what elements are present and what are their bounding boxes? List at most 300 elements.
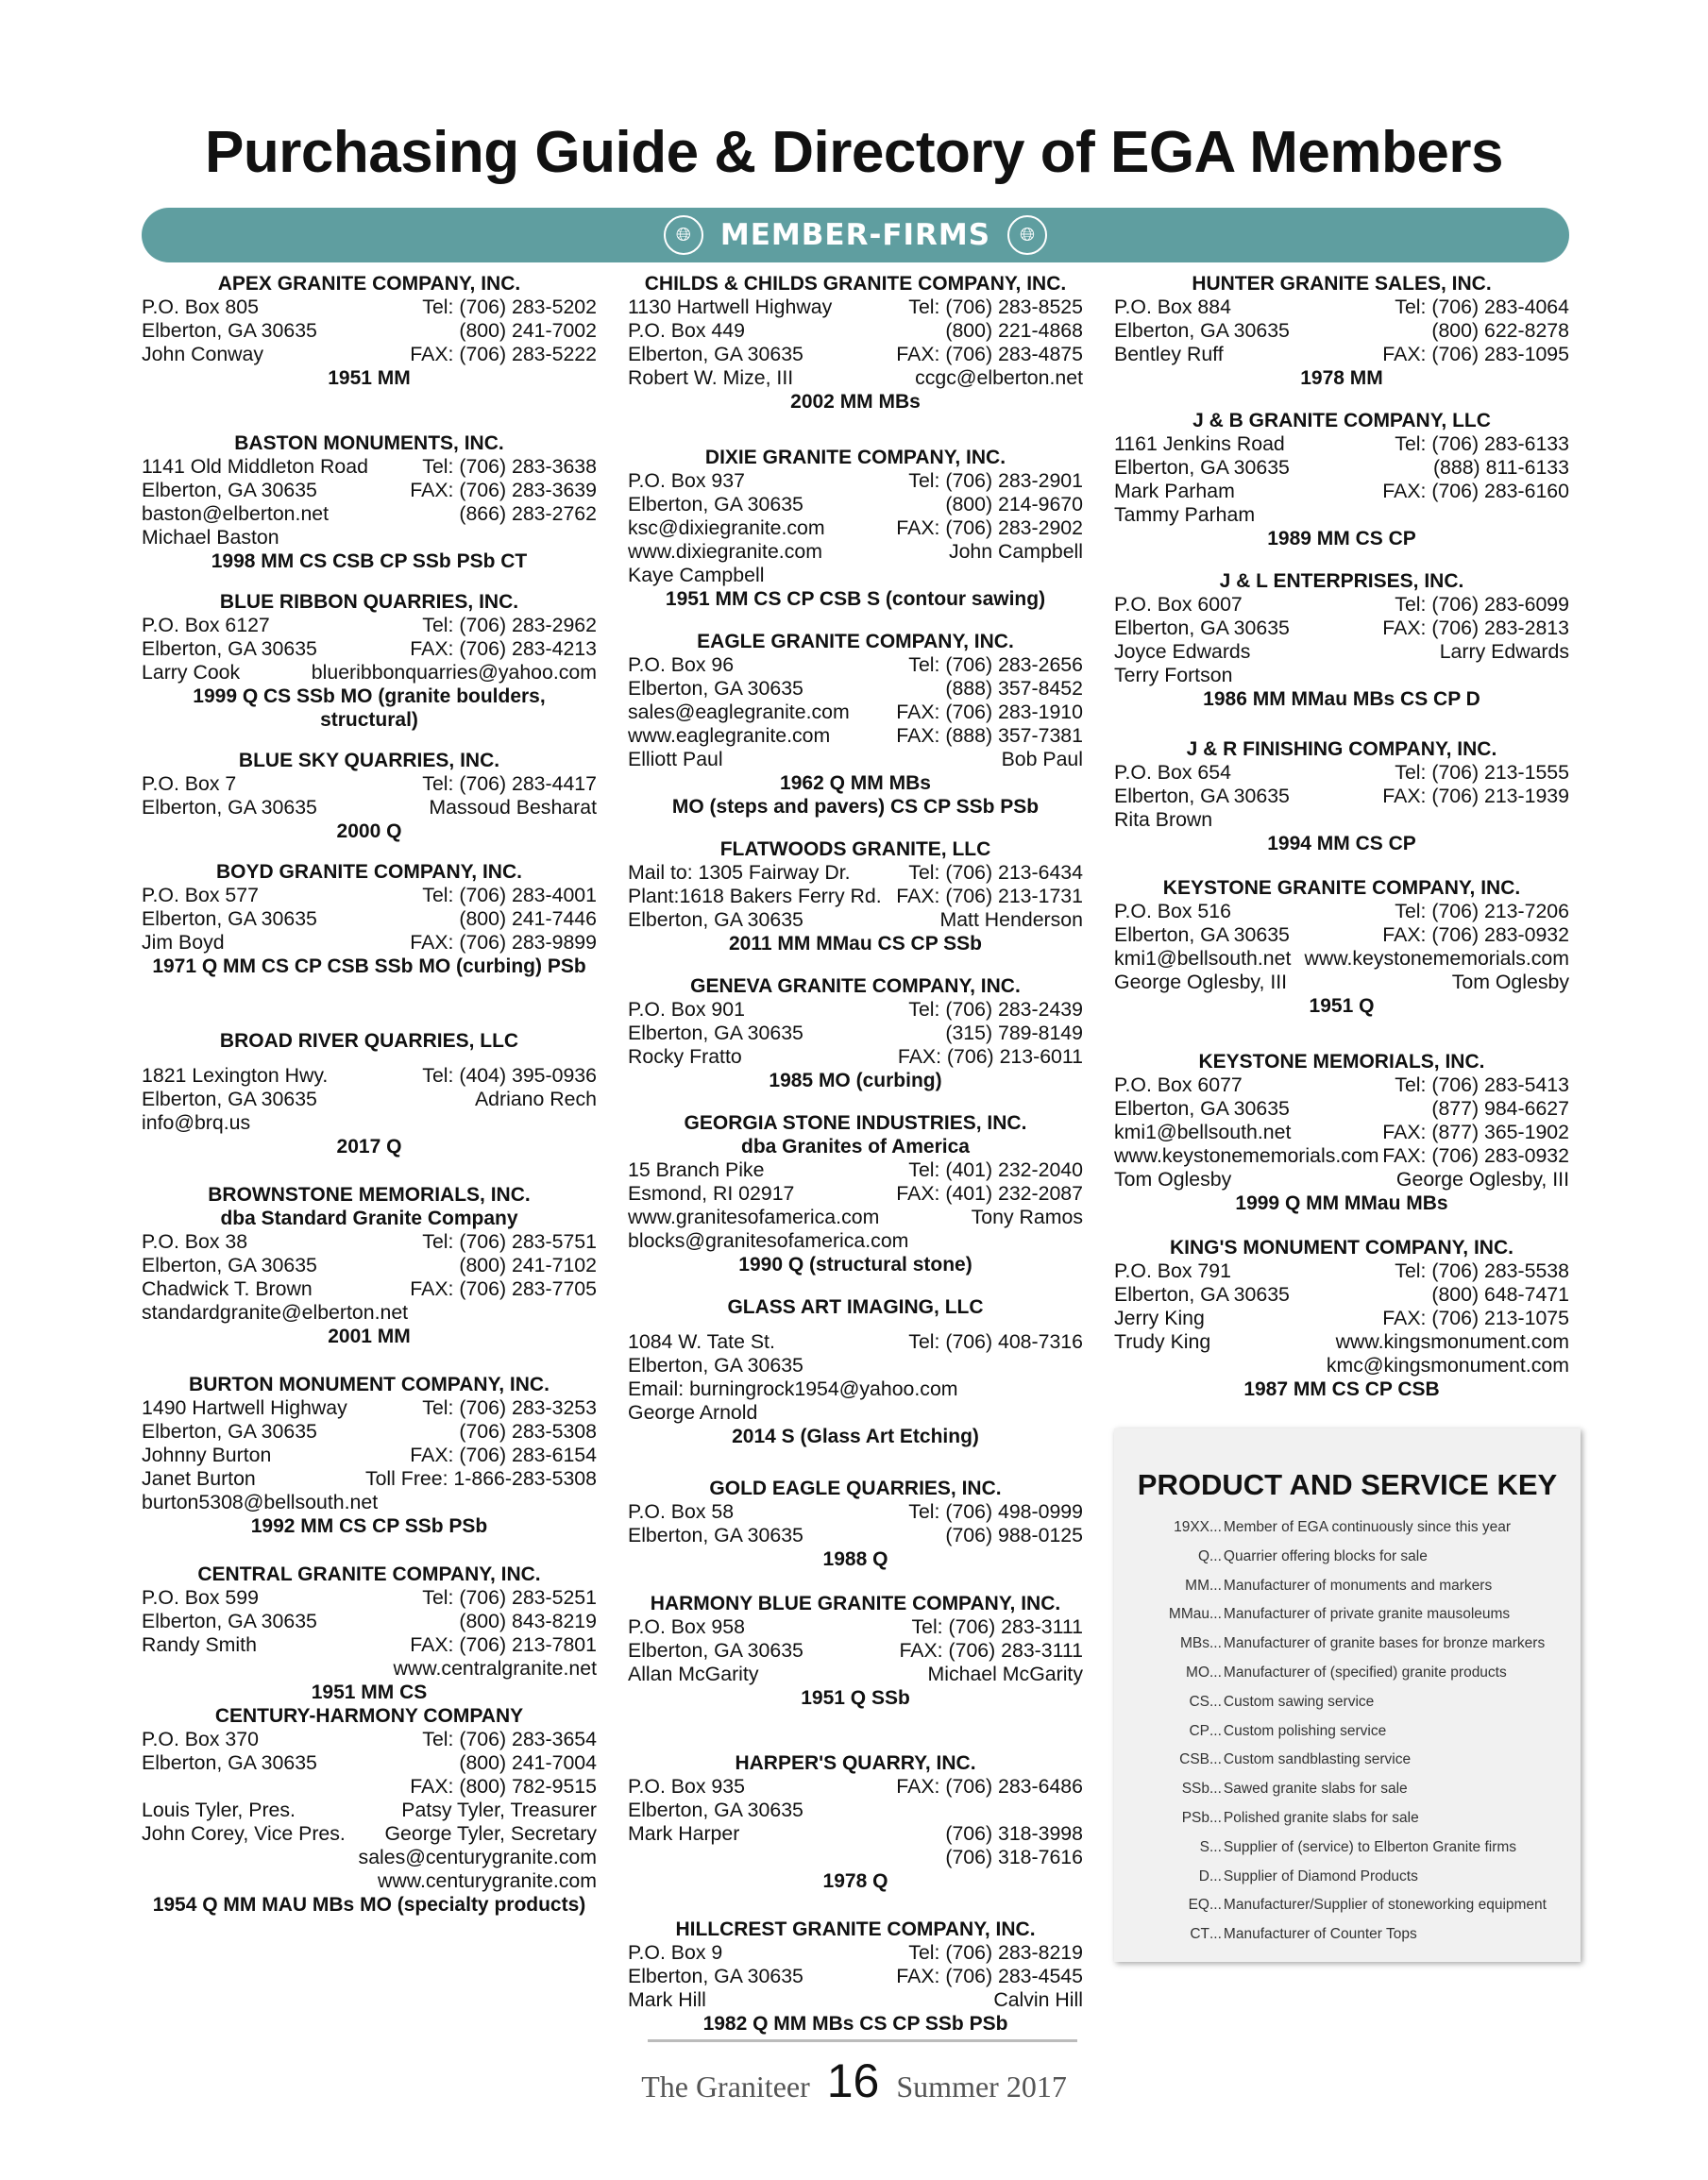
member-codes: 1954 Q MM MAU MBs MO (specialty products)	[152, 1894, 586, 1916]
contact-row	[142, 1775, 597, 1799]
key-item	[1131, 1746, 1575, 1775]
firm-name: BROWNSTONE MEMORIALS, INC.	[208, 1184, 531, 1206]
contact-left: P.O. Box 6127	[142, 614, 270, 636]
contact-right: Tel: (706) 283-5538	[1395, 1259, 1569, 1282]
footer-divider	[648, 2039, 1077, 2042]
contact-row	[628, 319, 1083, 343]
contact-row	[142, 1657, 597, 1681]
member-codes: 1986 MM MMau MBs CS CP D	[1203, 688, 1480, 710]
contact-row	[142, 907, 597, 931]
contact-right: FAX: (706) 213-1731	[896, 885, 1083, 907]
contact-left: P.O. Box 937	[628, 469, 745, 492]
key-code: MO	[1186, 1664, 1209, 1681]
firm-name: GENEVA GRANITE COMPANY, INC.	[690, 975, 1021, 997]
member-codes: 1990 Q (structural stone)	[738, 1254, 972, 1276]
contact-row	[628, 343, 1083, 366]
contact-right: Tel: (706) 283-3111	[911, 1615, 1083, 1638]
firm-name: HILLCREST GRANITE COMPANY, INC.	[675, 1918, 1036, 1940]
firm-name: KEYSTONE GRANITE COMPANY, INC.	[1162, 877, 1521, 899]
contact-left: Elberton, GA 30635	[1114, 923, 1290, 946]
contact-row	[1114, 1144, 1569, 1168]
contact-right: (706) 283-5308	[459, 1420, 597, 1443]
contact-row	[628, 1377, 1083, 1401]
contact-left: Elberton, GA 30635	[142, 319, 317, 342]
firm-name: J & B GRANITE COMPANY, LLC	[1192, 410, 1491, 431]
contact-right: Matt Henderson	[939, 908, 1083, 931]
contact-left: Trudy King	[1114, 1330, 1211, 1353]
contact-left: 1084 W. Tate St.	[628, 1330, 775, 1353]
member-entry	[1114, 569, 1569, 711]
contact-row	[1114, 923, 1569, 947]
contact-right: FAX: (706) 283-4213	[410, 637, 597, 660]
firm-name: FLATWOODS GRANITE, LLC	[719, 838, 991, 860]
contact-row	[142, 455, 597, 479]
contact-right: FAX: (706) 283-5222	[410, 343, 597, 365]
contact-row	[142, 637, 597, 661]
key-dots: ...	[1209, 1547, 1222, 1564]
contact-row	[628, 1965, 1083, 1988]
contact-left: P.O. Box 935	[628, 1775, 745, 1798]
contact-left: Elberton, GA 30635	[142, 1254, 317, 1276]
contact-row	[628, 1500, 1083, 1524]
contact-row	[628, 1524, 1083, 1547]
contact-row	[142, 1586, 597, 1610]
contact-row	[1114, 1259, 1569, 1283]
contact-left: Elberton, GA 30635	[628, 1524, 803, 1546]
contact-left: ksc@dixiegranite.com	[628, 516, 825, 539]
contact-row	[1114, 432, 1569, 456]
contact-row	[628, 998, 1083, 1022]
contact-left: Elliott Paul	[628, 748, 723, 770]
firm-name: DIXIE GRANITE COMPANY, INC.	[704, 447, 1006, 468]
contact-right: Tel: (706) 283-6099	[1395, 593, 1569, 616]
member-codes: 1998 MM CS CSB CP SSb PSb CT	[211, 550, 528, 572]
contact-row	[628, 493, 1083, 516]
member-entry	[628, 630, 1083, 819]
contact-row	[628, 1663, 1083, 1686]
contact-right: (800) 214-9670	[945, 493, 1083, 515]
contact-left: 1130 Hartwell Highway	[628, 296, 833, 318]
contact-left: Elberton, GA 30635	[142, 796, 317, 819]
contact-right: (800) 648-7471	[1431, 1283, 1569, 1306]
contact-right: FAX: (706) 283-2902	[896, 516, 1083, 539]
member-codes: 1951 Q SSb	[801, 1687, 910, 1709]
contact-row	[628, 885, 1083, 908]
contact-left: John Conway	[142, 343, 264, 365]
contact-row	[142, 1869, 597, 1893]
contact-left: Elberton, GA 30635	[1114, 1283, 1290, 1306]
directory-column-1	[142, 272, 597, 1917]
member-codes: 2014 S (Glass Art Etching)	[732, 1426, 979, 1447]
contact-row	[628, 1988, 1083, 2012]
firm-dba: dba Standard Granite Company	[220, 1208, 518, 1229]
key-description: Manufacturer of private granite mausoleums	[1223, 1606, 1511, 1623]
key-item	[1131, 1630, 1575, 1659]
contact-right: FAX: (800) 782-9515	[410, 1775, 597, 1798]
key-code: 19XX	[1174, 1519, 1209, 1535]
contact-right: FAX: (706) 283-0932	[1382, 923, 1569, 946]
contact-row	[142, 1111, 597, 1135]
contact-left: P.O. Box 654	[1114, 761, 1231, 784]
contact-left: P.O. Box 6007	[1114, 593, 1243, 616]
contact-left: P.O. Box 96	[628, 653, 735, 676]
firm-dba: dba Granites of America	[741, 1136, 970, 1158]
member-entry	[628, 1592, 1083, 1710]
contact-left: 1161 Jenkins Road	[1114, 432, 1285, 455]
key-dots: ...	[1209, 1577, 1222, 1594]
contact-left: Mark Parham	[1114, 480, 1235, 502]
contact-row	[1114, 617, 1569, 640]
contact-row	[142, 1633, 597, 1657]
member-entry	[628, 1111, 1083, 1276]
contact-row	[628, 1206, 1083, 1229]
member-codes: 1951 Q	[1309, 995, 1375, 1017]
contact-right: (706) 318-3998	[945, 1822, 1083, 1845]
contact-left: P.O. Box 9	[628, 1941, 723, 1964]
member-codes: 1978 MM	[1300, 367, 1383, 389]
contact-row	[142, 296, 597, 319]
product-service-key	[1114, 1428, 1581, 1962]
contact-left: P.O. Box 958	[628, 1615, 745, 1638]
contact-right: FAX: (706) 283-1910	[896, 701, 1083, 723]
member-codes: 1989 MM CS CP	[1267, 528, 1416, 549]
key-description: Manufacturer/Supplier of stoneworking equipment	[1223, 1897, 1547, 1914]
member-entry	[1114, 272, 1569, 390]
contact-right: Tel: (706) 213-6434	[908, 861, 1083, 884]
contact-left: George Arnold	[628, 1401, 758, 1424]
key-description: Quarrier offering blocks for sale	[1223, 1547, 1428, 1564]
contact-right: Tel: (706) 283-4001	[422, 884, 597, 906]
member-entry	[1114, 876, 1569, 1018]
contact-right: Toll Free: 1-866-283-5308	[364, 1467, 597, 1490]
contact-left: George Oglesby, III	[1114, 971, 1288, 993]
contact-row	[628, 1229, 1083, 1253]
contact-row	[628, 469, 1083, 493]
contact-row	[142, 1728, 597, 1751]
key-dots: ...	[1209, 1781, 1222, 1798]
member-codes: 1994 MM CS CP	[1267, 833, 1416, 854]
key-dots: ...	[1209, 1751, 1222, 1768]
contact-right: Tel: (706) 283-4064	[1395, 296, 1569, 318]
key-item	[1131, 1659, 1575, 1688]
contact-row	[142, 1230, 597, 1254]
key-description: Sawed granite slabs for sale	[1223, 1781, 1408, 1798]
contact-left: Elberton, GA 30635	[142, 637, 317, 660]
contact-right: Tel: (706) 283-8219	[908, 1941, 1083, 1964]
contact-right: Tel: (706) 213-1555	[1395, 761, 1569, 784]
key-item	[1131, 1717, 1575, 1747]
contact-row	[1114, 1168, 1569, 1191]
contact-left: Michael Baston	[142, 526, 279, 549]
contact-left: P.O. Box 805	[142, 296, 259, 318]
contact-row	[628, 1182, 1083, 1206]
key-description: Polished granite slabs for sale	[1223, 1809, 1419, 1826]
page-footer	[0, 2053, 1708, 2108]
member-entry	[1114, 1050, 1569, 1215]
key-code: CSB	[1179, 1751, 1209, 1768]
contact-left: Elberton, GA 30635	[142, 907, 317, 930]
contact-row	[1114, 296, 1569, 319]
firm-name: GEORGIA STONE INDUSTRIES, INC.	[684, 1112, 1027, 1134]
contact-right: Calvin Hill	[993, 1988, 1083, 2011]
contact-right: Tel: (706) 283-2962	[422, 614, 597, 636]
contact-left: 1141 Old Middleton Road	[142, 455, 368, 478]
key-description: Manufacturer of Counter Tops	[1223, 1926, 1417, 1943]
contact-left: Mark Harper	[628, 1822, 740, 1845]
contact-left: kmi1@bellsouth.net	[1114, 947, 1292, 970]
contact-left: Elberton, GA 30635	[1114, 456, 1290, 479]
contact-left: Johnny Burton	[142, 1444, 272, 1466]
contact-row	[1114, 1330, 1569, 1354]
member-entry	[1114, 409, 1569, 550]
key-item	[1131, 1543, 1575, 1572]
contact-left: Chadwick T. Brown	[142, 1277, 313, 1300]
contact-row	[628, 1401, 1083, 1425]
contact-right: (800) 622-8278	[1431, 319, 1569, 342]
contact-left: P.O. Box 449	[628, 319, 745, 342]
member-codes: 1985 MO (curbing)	[769, 1070, 942, 1091]
firm-name: EAGLE GRANITE COMPANY, INC.	[697, 631, 1014, 652]
contact-row	[142, 1396, 597, 1420]
contact-left: sales@eaglegranite.com	[628, 701, 850, 723]
member-firms-banner	[142, 208, 1569, 262]
key-item	[1131, 1863, 1575, 1892]
contact-left: P.O. Box 599	[142, 1586, 259, 1609]
contact-left: Tammy Parham	[1114, 503, 1256, 526]
firm-name: HARMONY BLUE GRANITE COMPANY, INC.	[650, 1593, 1061, 1614]
member-entry	[628, 1477, 1083, 1571]
contact-right: John Campbell	[948, 540, 1083, 563]
contact-row	[1114, 593, 1569, 617]
contact-right: FAX: (706) 283-4875	[896, 343, 1083, 365]
member-codes: 1971 Q MM CS CP CSB SSb MO (curbing) PSb	[152, 955, 586, 977]
key-dots: ...	[1209, 1519, 1222, 1535]
contact-right: FAX: (888) 357-7381	[896, 724, 1083, 747]
key-item	[1131, 1688, 1575, 1717]
contact-left: P.O. Box 901	[628, 998, 745, 1021]
contact-row	[142, 1610, 597, 1633]
contact-row	[1114, 343, 1569, 366]
contact-row	[1114, 319, 1569, 343]
contact-row	[1114, 664, 1569, 687]
contact-left: Tom Oglesby	[1114, 1168, 1232, 1191]
contact-left: Joyce Edwards	[1114, 640, 1251, 663]
contact-right: (800) 241-7002	[459, 319, 597, 342]
contact-right: FAX: (706) 213-6011	[897, 1045, 1083, 1068]
contact-row	[628, 1639, 1083, 1663]
contact-left: Elberton, GA 30635	[142, 1420, 317, 1443]
key-description: Manufacturer of granite bases for bronze markers	[1223, 1635, 1546, 1652]
member-codes: 1987 MM CS CP CSB	[1243, 1378, 1440, 1400]
member-entry	[142, 1183, 597, 1348]
contact-row	[1114, 456, 1569, 480]
contact-left: Mark Hill	[628, 1988, 706, 2011]
member-codes: 2000 Q	[336, 820, 402, 842]
member-entry	[142, 1704, 597, 1917]
member-entry	[142, 431, 597, 573]
key-code: MMau	[1168, 1606, 1209, 1623]
contact-right: FAX: (706) 283-7705	[410, 1277, 597, 1300]
key-description: Manufacturer of (specified) granite products	[1223, 1664, 1507, 1681]
member-codes: 1982 Q MM MBs CS CP SSb PSb	[702, 2013, 1008, 2035]
contact-row	[142, 1277, 597, 1301]
member-entry	[628, 1751, 1083, 1893]
contact-left: Elberton, GA 30635	[628, 1639, 803, 1662]
key-code: S	[1199, 1838, 1209, 1855]
contact-row	[1114, 900, 1569, 923]
contact-right: Tel: (706) 283-5413	[1395, 1073, 1569, 1096]
contact-right: Larry Edwards	[1439, 640, 1569, 663]
key-description: Supplier of (service) to Elberton Granite firms	[1223, 1838, 1517, 1855]
member-codes: 1951 MM	[328, 367, 411, 389]
firm-name: BROAD RIVER QUARRIES, LLC	[219, 1030, 519, 1052]
contact-right: (800) 241-7446	[459, 907, 597, 930]
contact-left: P.O. Box 58	[628, 1500, 735, 1523]
contact-right: (800) 241-7004	[459, 1751, 597, 1774]
contact-right: Massoud Besharat	[429, 796, 597, 819]
member-entry	[142, 1029, 597, 1158]
member-codes: 1999 Q CS SSb MO (granite boulders,	[193, 685, 546, 707]
globe-seal-icon: 🌐︎	[1007, 215, 1047, 255]
key-item	[1131, 1775, 1575, 1804]
contact-row	[1114, 480, 1569, 503]
contact-right: Adriano Rech	[474, 1088, 597, 1110]
contact-row	[1114, 1097, 1569, 1121]
contact-left: Esmond, RI 02917	[628, 1182, 795, 1205]
contact-row	[628, 1941, 1083, 1965]
contact-row	[142, 1053, 597, 1064]
contact-left: burton5308@bellsouth.net	[142, 1491, 379, 1513]
member-entry	[1114, 1236, 1569, 1401]
contact-row	[142, 614, 597, 637]
member-codes: 2002 MM MBs	[790, 391, 921, 413]
contact-left: Elberton, GA 30635	[142, 1088, 317, 1110]
key-description: Custom polishing service	[1223, 1722, 1387, 1739]
key-dots: ...	[1209, 1897, 1222, 1914]
key-code: Q	[1197, 1547, 1209, 1564]
contact-left: P.O. Box 7	[142, 772, 237, 795]
key-item	[1131, 1891, 1575, 1920]
contact-row	[628, 724, 1083, 748]
contact-right: FAX: (706) 283-3111	[899, 1639, 1083, 1662]
publication-name: The Graniteer	[641, 2070, 810, 2104]
contact-left: Elberton, GA 30635	[628, 1354, 803, 1377]
key-code: PSb	[1181, 1809, 1209, 1826]
firm-name: APEX GRANITE COMPANY, INC.	[217, 273, 521, 295]
member-codes: 1992 MM CS CP SSb PSb	[250, 1515, 488, 1537]
contact-row	[628, 564, 1083, 587]
contact-left: Elberton, GA 30635	[1114, 319, 1290, 342]
key-item	[1131, 1920, 1575, 1950]
contact-right: www.keystonememorials.com	[1304, 947, 1569, 970]
contact-right: Tel: (706) 283-5202	[422, 296, 597, 318]
contact-left: Randy Smith	[142, 1633, 257, 1656]
page-number: 16	[826, 2054, 880, 2107]
contact-right: blueribbonquarries@yahoo.com	[311, 661, 597, 684]
issue-date: Summer 2017	[896, 2070, 1067, 2104]
key-title: PRODUCT AND SERVICE KEY	[1137, 1468, 1558, 1501]
member-codes: 1951 MM CS	[311, 1681, 428, 1703]
contact-right: Tel: (706) 498-0999	[908, 1500, 1083, 1523]
contact-left: Elberton, GA 30635	[628, 493, 803, 515]
member-entry	[142, 1373, 597, 1538]
contact-row	[142, 1799, 597, 1822]
member-entry	[628, 1918, 1083, 2036]
contact-row	[628, 908, 1083, 932]
contact-right: (888) 811-6133	[1432, 456, 1569, 479]
contact-row	[142, 1846, 597, 1869]
member-entry	[142, 860, 597, 978]
member-codes: 2011 MM MMau CS CP SSb	[728, 933, 983, 955]
contact-row	[142, 1301, 597, 1325]
contact-right: (315) 789-8149	[945, 1022, 1083, 1044]
contact-row	[1114, 1307, 1569, 1330]
key-code: SSb	[1181, 1781, 1209, 1798]
firm-name: BASTON MONUMENTS, INC.	[234, 432, 504, 454]
contact-left: baston@elberton.net	[142, 502, 330, 525]
contact-left: Elberton, GA 30635	[628, 908, 803, 931]
contact-right: Tel: (706) 283-2439	[908, 998, 1083, 1021]
contact-left: Elberton, GA 30635	[142, 1610, 317, 1632]
contact-left: Elberton, GA 30635	[1114, 1097, 1290, 1120]
key-item	[1131, 1834, 1575, 1863]
key-list	[1131, 1513, 1575, 1950]
contact-left: P.O. Box 516	[1114, 900, 1231, 922]
key-dots: ...	[1209, 1867, 1222, 1884]
firm-name: BLUE SKY QUARRIES, INC.	[238, 750, 500, 771]
contact-right: (800) 843-8219	[459, 1610, 597, 1632]
contact-row	[628, 1158, 1083, 1182]
contact-row	[1114, 785, 1569, 808]
contact-row	[142, 796, 597, 820]
contact-right: (866) 283-2762	[459, 502, 597, 525]
contact-row	[142, 526, 597, 549]
key-dots: ...	[1209, 1664, 1222, 1681]
member-entry	[628, 974, 1083, 1092]
contact-right: FAX: (706) 283-6154	[410, 1444, 597, 1466]
contact-row	[142, 1491, 597, 1514]
contact-right: www.centralgranite.net	[393, 1657, 597, 1680]
contact-left: P.O. Box 6077	[1114, 1073, 1243, 1096]
contact-row	[628, 516, 1083, 540]
key-code: MM	[1185, 1577, 1209, 1594]
contact-row	[1114, 1073, 1569, 1097]
contact-row	[1114, 971, 1569, 994]
contact-row	[142, 319, 597, 343]
member-codes: 2017 Q	[336, 1136, 402, 1158]
contact-left: P.O. Box 577	[142, 884, 259, 906]
member-entry	[142, 749, 597, 843]
contact-right: FAX: (706) 283-2813	[1382, 617, 1569, 639]
contact-left: P.O. Box 370	[142, 1728, 259, 1750]
key-code: MBs	[1180, 1635, 1209, 1652]
firm-name: BURTON MONUMENT COMPANY, INC.	[189, 1374, 550, 1395]
firm-name: CHILDS & CHILDS GRANITE COMPANY, INC.	[644, 273, 1067, 295]
key-item	[1131, 1572, 1575, 1601]
directory-column-3	[1114, 272, 1569, 1401]
contact-row	[628, 1775, 1083, 1799]
member-codes: 1951 MM CS CP CSB S (contour sawing)	[665, 588, 1046, 610]
member-entry	[142, 272, 597, 390]
member-entry	[628, 1295, 1083, 1448]
contact-row	[142, 343, 597, 366]
contact-left: standardgranite@elberton.net	[142, 1301, 409, 1324]
contact-right: Tel: (706) 283-3638	[422, 455, 597, 478]
key-dots: ...	[1209, 1635, 1222, 1652]
firm-name: HARPER'S QUARRY, INC.	[735, 1752, 976, 1774]
contact-row	[142, 1420, 597, 1444]
contact-row	[628, 677, 1083, 701]
